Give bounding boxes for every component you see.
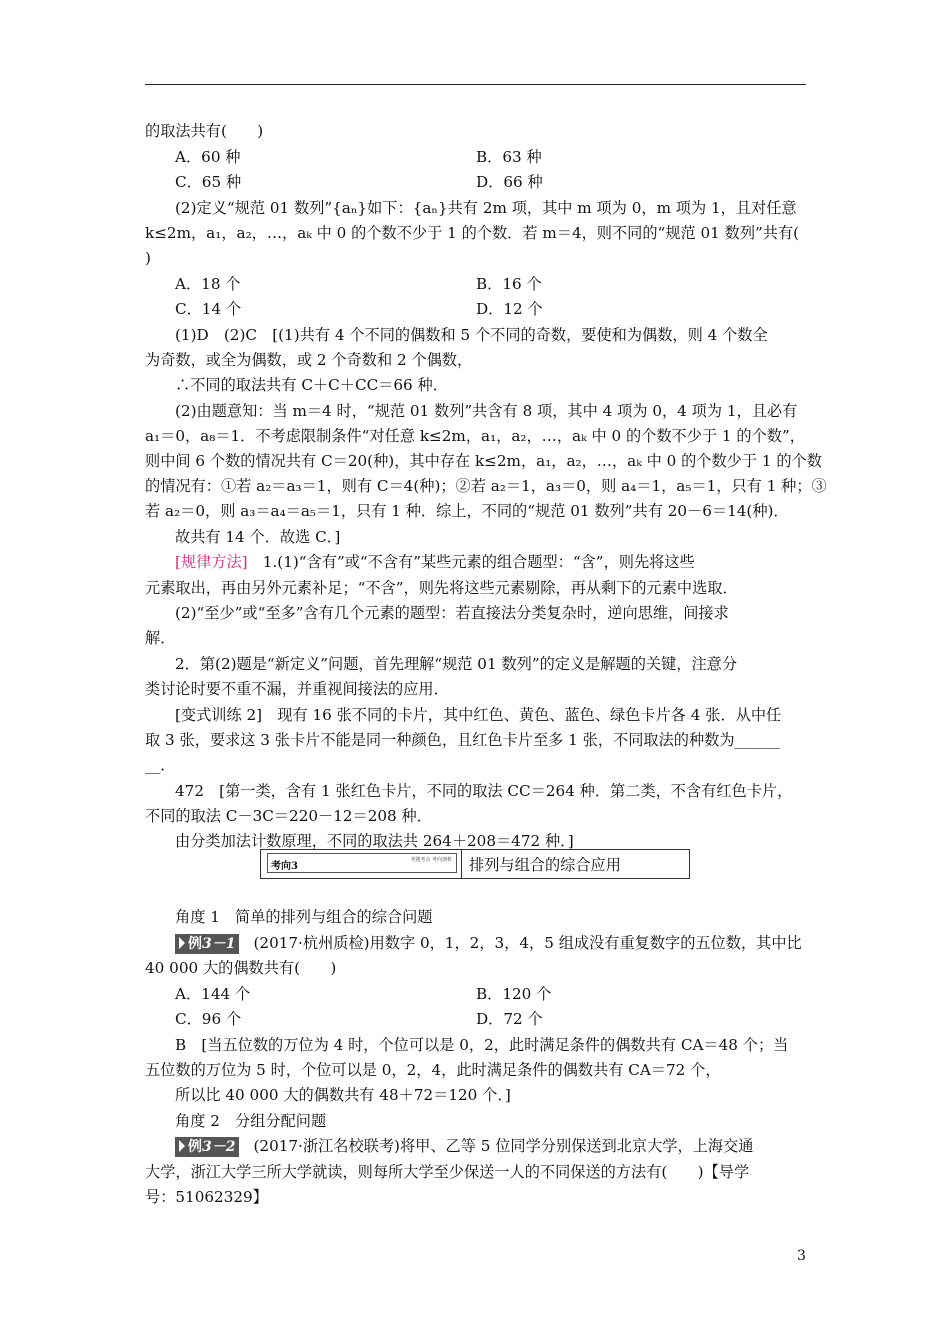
text-line: 的取法共有( ) bbox=[145, 122, 264, 140]
example-badge bbox=[175, 1137, 239, 1157]
section-tag-box bbox=[267, 853, 457, 873]
rule-line: 类讨论时要不重不漏，并重视间接法的应用． bbox=[145, 680, 449, 698]
text-line: ) bbox=[145, 249, 151, 267]
angle-heading: 角度 2 分组分配问题 bbox=[175, 1112, 327, 1130]
rule-line: 元素取出，再由另外元素补足；“不含”，则先将这些元素剔除，再从剩下的元素中选取． bbox=[145, 579, 738, 597]
answer-line: (2)由题意知：当 m＝4 时，“规范 01 数列”共含有 8 项，其中 4 项为 0，4 项为 1，且必有 bbox=[175, 402, 798, 420]
example-text: (2017·浙江名校联考)将甲、乙等 5 位同学分别保送到北京大学，上海交通 bbox=[253, 1137, 754, 1155]
answer-line: 故共有 14 个．故选 C．] bbox=[175, 528, 341, 546]
option-a: A．60 种 bbox=[175, 148, 241, 166]
example-number: 3－2 bbox=[202, 1139, 236, 1155]
option-b: B．63 种 bbox=[476, 148, 542, 166]
rule-text: 1.(1)“含有”或“不含有”某些元素的组合题型：“含”，则先将这些 bbox=[247, 553, 695, 571]
example-answer: 所以比 40 000 大的偶数共有 48＋72＝120 个．] bbox=[175, 1086, 511, 1104]
answer-line: 为奇数，或全为偶数，或 2 个奇数和 2 个偶数， bbox=[145, 351, 473, 369]
example-line: 号：51062329】 bbox=[145, 1188, 268, 1206]
page-number: 3 bbox=[797, 1248, 806, 1264]
variant-line: 取 3 张，要求这 3 张卡片不能是同一种颜色，且红色卡片至多 1 张，不同取法的种数为______ bbox=[145, 731, 781, 749]
option-b: B．16 个 bbox=[476, 275, 542, 293]
option-d: D．12 个 bbox=[476, 300, 543, 318]
option-c: C．96 个 bbox=[175, 1010, 242, 1028]
example-label: 例 bbox=[188, 936, 202, 952]
example-text: (2017·杭州质检)用数字 0，1，2，3，4，5 组成没有重复数字的五位数，其中比 bbox=[253, 934, 802, 952]
example-line: 40 000 大的偶数共有( ) bbox=[145, 959, 337, 977]
section-header bbox=[260, 849, 690, 879]
option-d: D．66 种 bbox=[476, 173, 543, 191]
answer-line: 则中间 6 个数的情况共有 C＝20(种)，其中存在 k≤2m，a₁，a₂，…，aₖ 中 0 的个数少于 1 的个数 bbox=[145, 452, 822, 470]
angle-heading: 角度 1 简单的排列与组合的综合问题 bbox=[175, 908, 433, 926]
example-line: 大学，浙江大学三所大学就读，则每所大学至少保送一人的不同保送的方法有( )【导学 bbox=[145, 1163, 750, 1181]
section-title: 排列与组合的综合应用 bbox=[469, 856, 621, 874]
rule-line: (2)“至少”或“至多”含有几个元素的题型：若直接法分类复杂时，逆向思维，间接求 bbox=[175, 604, 729, 622]
variant-answer: 由分类加法计数原理，不同的取法共 264＋208＝472 种．] bbox=[175, 832, 574, 850]
variant-answer: 不同的取法 C－3C＝220－12＝208 种． bbox=[145, 807, 432, 825]
example-answer: B [当五位数的万位为 4 时，个位可以是 0，2，此时满足条件的偶数共有 CA＝48 个；当 bbox=[175, 1036, 789, 1054]
variant-line: __． bbox=[145, 756, 176, 774]
option-c: C．65 种 bbox=[175, 173, 242, 191]
rule-tag: [规律方法] bbox=[175, 553, 248, 571]
header-rule bbox=[145, 84, 806, 85]
section-small: 考题考点 考向剖析 bbox=[410, 857, 452, 863]
option-a: A．18 个 bbox=[175, 275, 241, 293]
example-badge bbox=[175, 934, 239, 954]
answer-line: 若 a₂＝0，则 a₃＝a₄＝a₅＝1，只有 1 种．综上，不同的“规范 01 数列”共有 20－6＝14(种)． bbox=[145, 502, 789, 520]
section-tag: 考向3 bbox=[271, 861, 298, 872]
rule-line: 解． bbox=[145, 629, 176, 647]
answer-line: a₁＝0，a₈＝1．不考虑限制条件“对任意 k≤2m，a₁，a₂，…，aₖ 中 0 的个数不少于 1 的个数”， bbox=[145, 427, 805, 445]
variant-answer: 472 [第一类，含有 1 张红色卡片，不同的取法 CC＝264 种．第二类，不含有红色卡片， bbox=[175, 782, 793, 800]
example-label: 例 bbox=[188, 1139, 202, 1155]
arrow-icon bbox=[179, 1140, 185, 1152]
example-answer: 五位数的万位为 5 时，个位可以是 0，2，4，此时满足条件的偶数共有 CA＝72 个， bbox=[145, 1061, 721, 1079]
example-line bbox=[175, 1136, 806, 1157]
arrow-icon bbox=[179, 937, 185, 949]
rule-line: 2．第(2)题是“新定义”问题，首先理解“规范 01 数列”的定义是解题的关键，注意分 bbox=[175, 655, 738, 673]
example-number: 3－1 bbox=[202, 936, 236, 952]
rule-line bbox=[175, 552, 806, 572]
answer-line: (1)D (2)C [(1)共有 4 个不同的偶数和 5 个不同的奇数，要使和为偶数，则 4 个数全 bbox=[175, 326, 768, 344]
option-a: A．144 个 bbox=[175, 985, 251, 1003]
section-divider bbox=[461, 850, 462, 878]
answer-line: 的情况有：①若 a₂＝a₃＝1，则有 C＝4(种)；②若 a₂＝1，a₃＝0，则 a₄＝1，a₅＝1，只有 1 种；③ bbox=[145, 477, 827, 495]
option-d: D．72 个 bbox=[476, 1010, 543, 1028]
option-b: B．120 个 bbox=[476, 985, 552, 1003]
example-line bbox=[175, 933, 806, 954]
answer-line: ∴不同的取法共有 C＋C＋CC＝66 种． bbox=[175, 376, 448, 394]
text-line: (2)定义“规范 01 数列”{aₙ}如下：{aₙ}共有 2m 项，其中 m 项为 0，m 项为 1，且对任意 bbox=[175, 199, 797, 217]
text-line: k≤2m，a₁，a₂，…，aₖ 中 0 的个数不少于 1 的个数．若 m＝4，则不同的“规范 01 数列”共有( bbox=[145, 224, 800, 242]
option-c: C．14 个 bbox=[175, 300, 242, 318]
variant-line: [变式训练 2] 现有 16 张不同的卡片，其中红色、黄色、蓝色、绿色卡片各 4 张．从中任 bbox=[175, 706, 782, 724]
